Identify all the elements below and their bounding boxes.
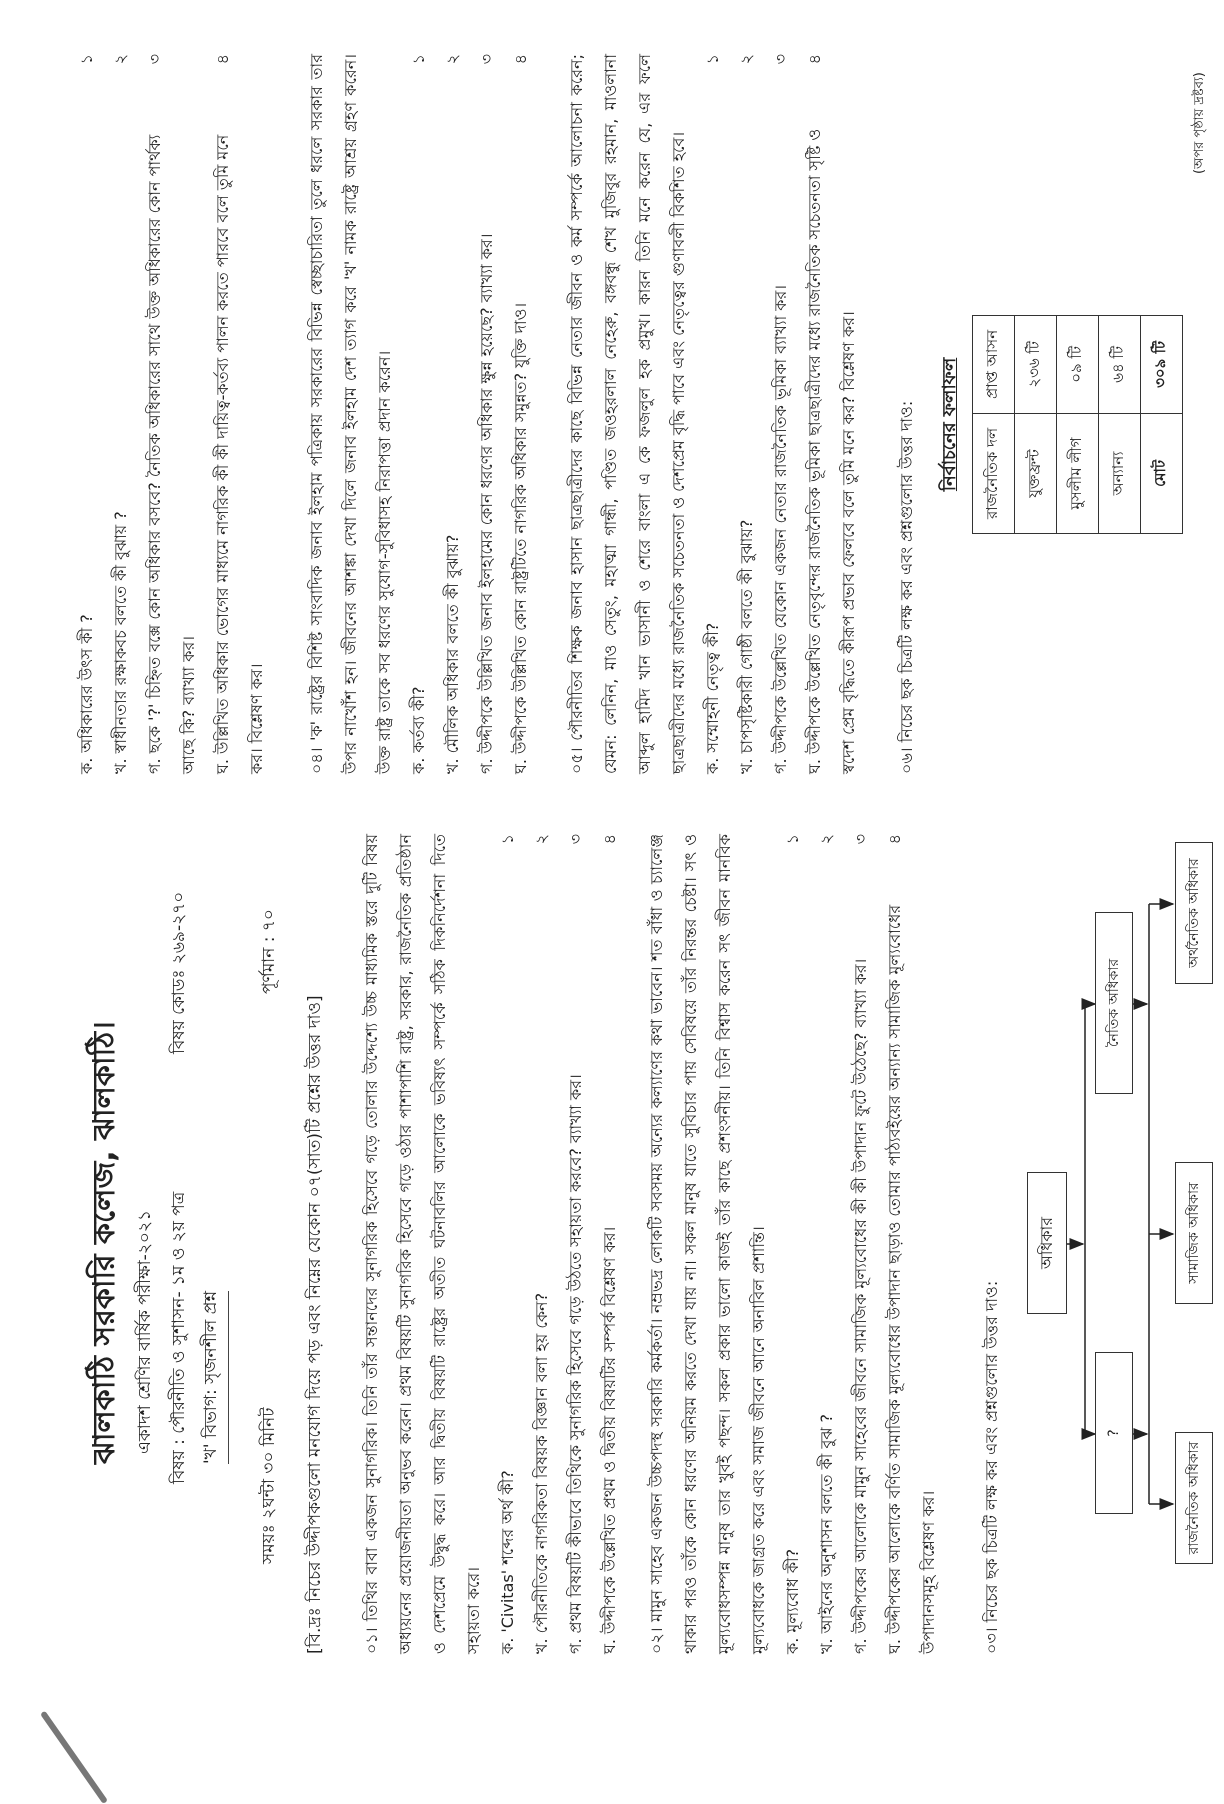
time-label: সময়ঃ ২ঘন্টা ৩০ মিনিট: [259, 1407, 279, 1564]
sub-question-text: গ. ছকে '?' চিহ্নিত বক্সে কোন অধিকার বসবে? নৈতিক অধিকারের সাথে উক্ত অধিকারের কোন পার্থক্য আছে কি? ব্যাখ্যা কর।: [145, 134, 198, 774]
sub-question: [844, 834, 878, 1654]
box-economic-rights: অর্থনৈতিক অধিকার: [1175, 842, 1213, 984]
mark: ৩: [771, 54, 790, 65]
question-stem: ০২। মামুন সাহেব একজন উচ্চপদস্থ সরকারি কর্মকর্তা। নম্রভদ্র লোকটি সবসময় অন্যের কল্যাণের কথা ভাবেন। শত বাঁধা ও চ্যালেঞ্জ থাকার পরও তাঁকে কোন ধরণের অনিয়ম করতে দেখা যায় না। সকল মানুষ যাতে সুবিচার পায় সেবিষয়ে তাঁর নিরন্তর চেষ্টা। সৎ ও মূল্যবোধসম্পন্ন মানুষ তার খুবই পছন্দ। সকল প্রকার ভালো কাজই তাঁর কাছে প্রশংসনীয়। তিনি বিশ্বাস করেন সৎ জীবন মানবিক মূল্যবোধকে জাগ্রত করে এবং সমাজ জীবনে আনে অনাবিল প্রশান্তি।: [647, 834, 768, 1654]
box-moral-rights: নৈতিক অধিকার: [1095, 912, 1133, 1094]
table-row: [1015, 315, 1057, 533]
question-3-subs: [70, 54, 274, 774]
mark: ৪: [885, 834, 904, 845]
mark: ২: [817, 834, 836, 845]
group-label: 'খ' বিভাগ: সৃজনশীল প্রশ্ন: [198, 1291, 229, 1464]
sub-question: [104, 54, 138, 774]
rights-diagram: [1025, 844, 1224, 1564]
subject-line: বিষয় : পৌরনীতি ও সুশাসন- ১ম ও ২য় পত্র: [169, 1191, 189, 1484]
sub-question: [696, 54, 730, 774]
right-column: [0, 14, 1224, 774]
exam-title: একাদশ শ্রেণির বার্ষিক পরীক্ষা-২০২১: [135, 1209, 155, 1454]
sub-question-text: খ. স্বাধীনতার রক্ষাকবচ বলতে কী বুঝায় ?: [111, 511, 130, 774]
sub-question-text: খ. চাপসৃষ্টিকারী গোষ্ঠী বলতে কী বুঝায়?: [737, 519, 756, 774]
question-stem: ০৬। নিচের ছক চিত্রটি লক্ষ কর এবং প্রশ্নগুলোর উত্তর দাও:: [897, 400, 916, 774]
question-stem: ০৪। 'ক' রাষ্ট্রের বিশিষ্ট সাংবাদিক জনাব ইলহাম পত্রিকায় সরকারের বিভিন্ন স্বেচ্ছাচারিতা তুলে ধরলে সরকার তার উপর নাখোঁশ হন। জীবনের আশঙ্কা দেখা দিলে জনাব ইলহাম দেশ ত্যাগ করে 'খ' নামক রাষ্ট্রে আশ্রয় গ্রহণ করেন। উক্ত রাষ্ট্র তাকে সব ধরণের সুযোগ-সুবিধাসহ নিরাপত্তা প্রদান করেন।: [307, 54, 394, 774]
question-2: [640, 834, 946, 1654]
school-name: ঝালকাঠি সরকারি কলেজ, ঝালকাঠি।: [87, 1021, 122, 1464]
sub-question: [206, 54, 274, 774]
instruction: [বি.দ্রঃ নিচের উদ্দীপকগুলো মনযোগ দিয়ে পড় এবং নিম্নের যেকোন ০৭(সাত)টি প্রশ্নের উত্তর দাও]: [305, 995, 325, 1654]
question-5: [560, 54, 866, 774]
sub-question: [810, 834, 844, 1654]
sub-question-text: ঘ. উদ্দীপকে উল্লেখিত প্রথম ও দ্বিতীয় বিষয়টির সম্পর্ক বিশ্লেষণ কর।: [600, 1226, 619, 1654]
mark: ৪: [805, 54, 824, 65]
continued-note: (অপর পৃষ্ঠায় দ্রষ্টব্য): [1192, 72, 1207, 174]
full-marks: পূর্ণমান : ৭০: [259, 909, 279, 994]
sub-question-text: ক. 'Civitas' শব্দের অর্থ কী?: [498, 1470, 517, 1654]
box-social-rights: সামাজিক অধিকার: [1175, 1162, 1213, 1304]
sub-question-text: গ. প্রথম বিষয়টি কীভাবে তিথিকে সুনাগরিক হিসেবে গড়ে উঠতে সহায়তা করবে? ব্যাখ্যা কর।: [566, 1074, 585, 1654]
sub-question: [764, 54, 798, 774]
sub-question: [878, 834, 946, 1654]
mark: ২: [737, 54, 756, 65]
mark: ১: [498, 834, 517, 845]
table-cell: যুক্তফ্রন্ট: [1015, 413, 1057, 533]
mark: ৪: [600, 834, 619, 845]
question-stem: ০৫। পৌরনীতির শিক্ষক জনাব হাসান ছাত্রছাত্রীদের কাছে বিভিন্ন নেতার জীবন ও কর্ম সম্পর্কে আলোচনা করেন; যেমন: লেনিন, মাও সেতুং, মহাত্মা গান্ধী, পণ্ডিত জওহরলাল নেহেরু, বঙ্গবন্ধু শেখ মুজিবুর রহমান, মাওলানা আব্দুল হামিদ খান ভাসানী ও শেরে বাংলা এ কে ফজলুল হক প্রমুখ। কারন তিনি মনে করেন যে, এর ফলে ছাত্রছাত্রীদের মধ্যে রাজনৈতিক সচেতনতা ও দেশপ্রেম বৃদ্ধি পাবে এবং নেতৃত্বের গুণাবলী বিকশিত হবে।: [567, 54, 688, 774]
mark: ১: [409, 54, 428, 65]
mark: ১: [77, 54, 96, 65]
question-stem: ০১। তিথির বাবা একজন সুনাগরিক। তিনি তাঁর সন্তানদের সুনাগরিক হিসেবে গড়ে তোলার উদ্দেশ্যে উচ্চ মাধ্যমিক স্তরে দুটি বিষয় অধ্যয়নের প্রয়োজনীয়তা অনুভব করেন। প্রথম বিষয়টি সুনাগরিক হিসেবে গড়ে ওঠার পাশাপাশি রাষ্ট্র, সরকার, রাজনৈতিক প্রতিষ্ঠান ও দেশপ্রেমে উদ্বুদ্ধ করে। আর দ্বিতীয় বিষয়টি রাষ্ট্রের অতীত ঘটনাবলির আলোকে ভবিষ্যৎ সম্পর্কে সঠিক দিকনির্দেশনা দিতে সহায়তা করে।: [362, 834, 483, 1654]
question-1: [355, 834, 627, 1654]
sub-question-text: ক. মূল্যবোধ কী?: [783, 1548, 802, 1654]
table-cell: মুসলীম লীগ: [1057, 413, 1099, 533]
question-4: [300, 54, 538, 774]
mark: ৩: [566, 834, 585, 845]
sub-question: [593, 834, 627, 1654]
sub-question-text: ক. অধিকারের উৎস কী ?: [77, 614, 96, 774]
sub-question-text: ঘ. উদ্দীপকে উল্লিখিত কোন রাষ্ট্রটিতে নাগরিক অধিকার সমুন্নত? যুক্তি দাও।: [511, 302, 530, 774]
table-cell: মোট: [1141, 413, 1183, 533]
box-rights: অধিকার: [1027, 1172, 1067, 1314]
table-cell: ৩০৯ টি: [1141, 315, 1183, 413]
question-3-stem: [975, 834, 1009, 1654]
mark: ২: [532, 834, 551, 845]
mark: ২: [111, 54, 130, 65]
table-cell: ০৯ টি: [1057, 315, 1099, 413]
sub-question-text: ঘ. উদ্দীপকের আলোকে বর্ণিত সামাজিক মূল্যবোধের উপাদান ছাড়াও তোমার পাঠ্যবইয়ের অন্যান্য সামাজিক মূল্যবোধের উপাদানসমূহ বিশ্লেষণ কর।: [885, 904, 938, 1654]
mark: ৪: [213, 54, 232, 65]
table-row: [1057, 315, 1099, 533]
mark: ৩: [145, 54, 164, 65]
sub-question: [402, 54, 436, 774]
sub-question-text: গ. উদ্দীপকে উল্লিখিত জনাব ইলহামের কোন ধরণের অধিকার ক্ষুন্ন হয়েছে? ব্যাখ্যা কর।: [477, 233, 496, 774]
question-stem: ০৩। নিচের ছক চিত্রটি লক্ষ কর এবং প্রশ্নগুলোর উত্তর দাও:: [982, 1280, 1001, 1654]
sub-question-text: গ. উদ্দীপকে উল্লেখিত যেকোন একজন নেতার রাজনৈতিক ভূমিকা ব্যাখ্যা কর।: [771, 284, 790, 774]
sub-question: [525, 834, 559, 1654]
sub-question: [559, 834, 593, 1654]
sub-question-text: ঘ. উল্লিখিত অধিকার ভোগের মাধ্যমে নাগরিক কী কী দায়িত্ব-কর্তব্য পালন করতে পারবে বলে তুমি মনে কর। বিশ্লেষণ কর।: [213, 134, 266, 774]
sub-question: [70, 54, 104, 774]
table-row: [1141, 315, 1183, 533]
table-title: নির্বাচনের ফলাফল: [939, 357, 960, 492]
sub-question-text: ক. কর্তব্য কী?: [409, 686, 428, 774]
mark: ৩: [851, 834, 870, 845]
table-cell: ২৩৬ টি: [1015, 315, 1057, 413]
mark: ১: [703, 54, 722, 65]
sub-question-text: খ. আইনের অনুশাসন বলতে কী বুঝ ?: [817, 1413, 836, 1654]
subject-code: বিষয় কোডঃ ২৬৯-২৭০: [169, 891, 189, 1054]
mark: ৩: [477, 54, 496, 65]
mark: ১: [783, 834, 802, 845]
left-column: [0, 814, 1224, 1694]
sub-question-text: ক. সম্মোহনী নেতৃত্ব কী?: [703, 622, 722, 774]
sub-question: [776, 834, 810, 1654]
sub-question: [504, 54, 538, 774]
question-6: [890, 54, 924, 774]
sub-question: [138, 54, 206, 774]
pen-mark: [40, 1711, 108, 1804]
mark: ২: [443, 54, 462, 65]
sub-question-text: গ. উদ্দীপকের আলোকে মামুন সাহেবের জীবনে সামাজিক মূল্যবোধের কী কী উপাদান ফুটে উঠেছে? ব্যাখ্যা কর।: [851, 958, 870, 1654]
election-result: [935, 315, 1183, 534]
mark: ৪: [511, 54, 530, 65]
sub-question-text: ঘ. উদ্দীপকে উল্লেখিত নেতৃবৃন্দের রাজনৈতিক ভূমিকা ছাত্রছাত্রীদের মধ্যে রাজনৈতিক সচেতনতা সৃষ্টি ও স্বদেশ প্রেম বৃদ্ধিতে কীরূপ প্রভাব ফেলবে বলে তুমি মনে কর? বিশ্লেষণ কর।: [805, 128, 858, 774]
sub-question-text: খ. মৌলিক অধিকার বলতে কী বুঝায়?: [443, 534, 462, 774]
result-table: [972, 315, 1183, 534]
table-header-row: [973, 315, 1015, 533]
sub-question-text: খ. পৌরনীতিকে নাগরিকতা বিষয়ক বিজ্ঞান বলা হয় কেন?: [532, 1292, 551, 1654]
table-cell: ৬৪ টি: [1099, 315, 1141, 413]
sub-question: [798, 54, 866, 774]
table-header: প্রাপ্ত আসন: [973, 315, 1015, 413]
box-unknown: ?: [1095, 1352, 1133, 1514]
sub-question: [436, 54, 470, 774]
sub-question: [730, 54, 764, 774]
table-cell: অন্যান্য: [1099, 413, 1141, 533]
table-header: রাজনৈতিক দল: [973, 413, 1015, 533]
sub-question: [470, 54, 504, 774]
box-political-rights: রাজনৈতিক অধিকার: [1175, 1432, 1213, 1564]
table-row: [1099, 315, 1141, 533]
sub-question: [491, 834, 525, 1654]
